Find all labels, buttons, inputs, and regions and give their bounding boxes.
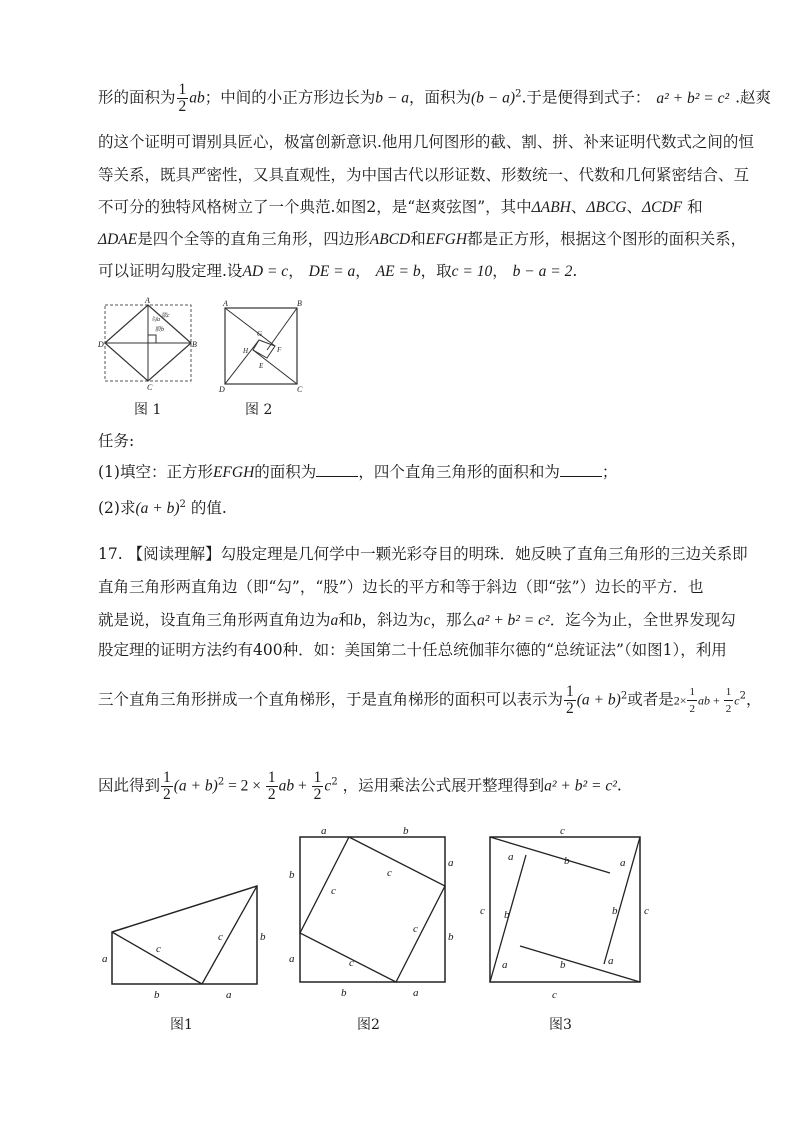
svg-text:勾a: 勾a <box>151 317 161 323</box>
svg-text:b: b <box>564 855 570 867</box>
svg-text:F: F <box>277 346 282 354</box>
zhao-figure-1 <box>98 295 197 392</box>
task-heading: 任务: <box>98 432 135 450</box>
svg-text:C: C <box>147 383 153 392</box>
svg-text:b: b <box>403 825 409 837</box>
q17-figure-3-caption: 图3 <box>549 1017 572 1033</box>
svg-text:c: c <box>156 943 161 955</box>
svg-text:H: H <box>243 347 249 355</box>
svg-text:B: B <box>192 340 197 349</box>
answer-blank-1[interactable] <box>316 462 358 477</box>
svg-text:a: a <box>321 825 327 837</box>
question-1: (1)填空：正方形EFGH的面积为 ，四个直角三角形的面积和为 ； <box>98 463 618 481</box>
svg-text:E: E <box>259 362 264 370</box>
svg-text:D: D <box>219 385 225 394</box>
q17-line-5: 三个直角三角形拼成一个直角梯形，于是直角梯形的面积可以表示为 $\frac{1}{2}$ $(a + b)^2$或者是2× $\frac{1}{2}$ ab + $\frac{1}{2}$ $c^2$， <box>98 683 762 717</box>
text-line-5: ΔDAE是四个全等的直角三角形，四边形ABCD和EFGH都是正方形，根据这个图形的面积关系， <box>98 230 747 248</box>
text-line-3: 等关系，既具严密性，又具直观性，为中国古代以形证数、形数统一、代数和几何紧密结合、互 <box>98 166 750 184</box>
svg-text:C: C <box>297 385 303 394</box>
svg-text:a: a <box>289 953 295 965</box>
svg-text:c: c <box>218 931 223 943</box>
svg-text:a: a <box>448 857 454 869</box>
zhao-figure-2 <box>215 299 307 394</box>
svg-text:D: D <box>98 340 104 349</box>
square-figure-2 <box>285 822 460 997</box>
svg-text:a: a <box>608 955 614 967</box>
q17-line-6: 因此得到 $\frac{1}{2}$ $(a + b)^2 = 2$ × $\frac{1}{2}$ ab + $\frac{1}{2}$ $c^2$ ，运用乘法公式展开整理得到a² + b² = c². <box>98 769 622 803</box>
svg-text:b: b <box>448 931 454 943</box>
svg-text:b: b <box>289 869 295 881</box>
svg-text:A: A <box>145 296 150 305</box>
svg-text:b: b <box>154 989 160 1001</box>
svg-text:c: c <box>480 905 485 917</box>
q17-line-2: 直角三角形两直角边（即“勾”，“股”）边长的平方和等于斜边（即“弦”）边长的平方．也 <box>98 578 704 596</box>
svg-text:a: a <box>508 851 514 863</box>
svg-text:G: G <box>257 330 263 338</box>
text-line-6: 可以证明勾股定理.设AD = c， DE = a， AE = b，取c = 10， b − a = 2. <box>98 262 578 280</box>
svg-text:b: b <box>504 909 510 921</box>
svg-text:A: A <box>223 299 228 308</box>
svg-text:a: a <box>502 959 508 971</box>
q17-line-3: 就是说，设直角三角形两直角边为a和b，斜边为c，那么a² + b² = c²．迄今为止，全世界发现勾 <box>98 611 736 629</box>
svg-text:a: a <box>413 987 419 999</box>
svg-text:c: c <box>413 923 418 935</box>
q17-line-1: 17. 【阅读理解】勾股定理是几何学中一颗光彩夺目的明珠．她反映了直角三角形的三边关系即 <box>98 545 748 563</box>
text-line-1: 形的面积为 $\frac{1}{2}$ ab；中间的小正方形边长为b − a，面积为$(b - a)^2$.于是便得到式子： a² + b² = c² .赵爽 <box>98 81 772 115</box>
svg-text:B: B <box>297 299 302 308</box>
text-line-4: 不可分的独特风格树立了一个典范.如图2，是“赵爽弦图”，其中ΔABH、ΔBCG、ΔCDF 和 <box>98 198 703 216</box>
answer-blank-2[interactable] <box>560 462 602 477</box>
q17-line-4: 股定理的证明方法约有400种．如：美国第二十任总统伽菲尔德的“总统证法”（如图1），利用 <box>98 641 727 659</box>
svg-text:a: a <box>620 857 626 869</box>
svg-text:b: b <box>560 959 566 971</box>
svg-text:股b: 股b <box>155 327 165 333</box>
svg-text:b: b <box>260 931 266 943</box>
garfield-trapezoid-figure <box>98 880 273 1001</box>
square-figure-3 <box>478 822 653 1001</box>
svg-text:弦c: 弦c <box>161 313 170 319</box>
svg-text:a: a <box>226 989 232 1001</box>
svg-text:c: c <box>644 905 649 917</box>
svg-text:c: c <box>560 825 565 837</box>
svg-text:c: c <box>349 957 354 969</box>
question-2: (2)求$(a + b)^2$ 的值. <box>98 499 227 518</box>
svg-text:c: c <box>331 885 336 897</box>
figure-2-caption: 图 2 <box>245 402 273 418</box>
svg-text:c: c <box>387 867 392 879</box>
svg-text:b: b <box>612 905 618 917</box>
figure-1-caption: 图 1 <box>134 402 162 418</box>
q17-figure-1-caption: 图1 <box>170 1017 193 1033</box>
fraction-half: $\frac{1}{2}$ <box>178 81 187 115</box>
svg-text:b: b <box>341 987 347 999</box>
svg-text:a: a <box>102 953 108 965</box>
svg-text:c: c <box>552 989 557 1001</box>
q17-figure-2-caption: 图2 <box>357 1017 380 1033</box>
text-line-2: 的这个证明可谓别具匠心，极富创新意识.他用几何图形的截、割、拼、补来证明代数式之间的恒 <box>98 133 754 151</box>
